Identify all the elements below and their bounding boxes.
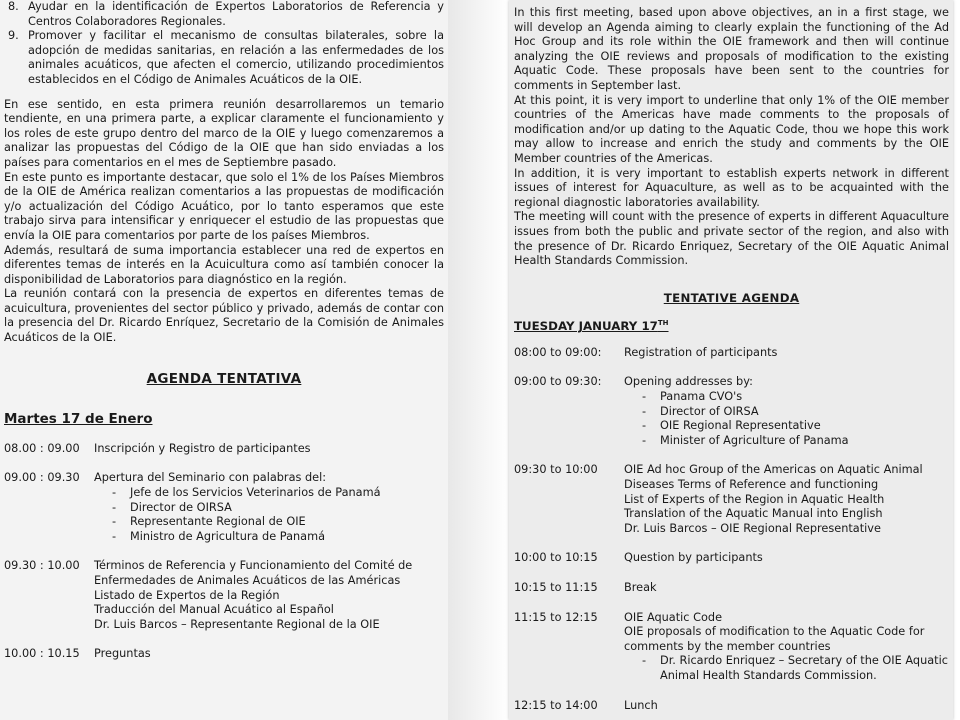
agenda-time: 09.30 : 10.00 (4, 559, 80, 573)
agenda-description (94, 471, 444, 544)
agenda-line: Registration of participants (624, 345, 778, 359)
agenda-row (514, 375, 949, 448)
english-document-page (509, 0, 953, 720)
agenda-row (514, 463, 949, 536)
bullet-dash: - (112, 529, 117, 543)
agenda-row (4, 647, 444, 662)
agenda-time: 10:15 to 11:15 (514, 581, 598, 594)
paragraph: At this point, it is very import to underline that only 1% of the OIE member countries of the Americas have made comments to the proposals of modification and/or up dating to the Aquatic Code, thou we hope this work may allow to increase and enrich the study and comments by the OIE Member countries of the Americas. (514, 93, 949, 165)
spanish-document-page (0, 0, 448, 720)
list-item-text: Ayudar en la identificación de Expertos Laboratorios de Referencia y Centros Colaboradores Regionales. (28, 0, 444, 28)
agenda-subitem-text: Jefe de los Servicios Veterinarios de Panamá (130, 486, 381, 500)
agenda-subitem-text: Panama CVO's (660, 390, 743, 404)
agenda-row (514, 581, 949, 596)
agenda-subitem-text: Director of OIRSA (660, 404, 759, 418)
agenda-heading: AGENDA TENTATIVA (146, 370, 302, 387)
agenda-subitem (624, 434, 949, 449)
agenda-day-text: TUESDAY JANUARY 17 (514, 319, 658, 334)
agenda-line: Lunch (624, 698, 658, 712)
agenda-line: OIE proposals of modification to the Aquatic Code for comments by the member countries (624, 625, 925, 653)
paragraph: In this first meeting, based upon above objectives, an in a first stage, we will develop an Agenda aiming to clearly explain the functioning of the Ad Hoc Group and its role within the OIE framework and then will continue analyzing the OIE reviews and proposals of modification to the existing Aquatic Code. These proposals have been sent to the countries for comments in September last. (514, 6, 949, 92)
paragraph: In addition, it is very important to establish experts network in different issues of interest for Aquaculture, as well as to be acquainted with the regional diagnostic laboratories availability. (514, 166, 949, 209)
agenda-row (4, 471, 444, 544)
agenda-list (514, 346, 949, 713)
agenda-subitem-text: Representante Regional de OIE (130, 515, 306, 529)
agenda-subitem (94, 501, 444, 516)
bullet-dash: - (642, 404, 647, 418)
agenda-subitem (94, 515, 444, 530)
agenda-description (624, 581, 949, 596)
agenda-line: OIE Aquatic Code (624, 610, 723, 624)
agenda-time: 11:15 to 12:15 (514, 610, 598, 624)
agenda-line: Opening addresses by: (624, 375, 753, 389)
agenda-line: Términos de Referencia y Funcionamiento del Comité de Enfermedades de Animales Acuáticos de las Américas (94, 559, 413, 587)
agenda-row (514, 551, 949, 566)
agenda-description (624, 463, 949, 536)
agenda-time: 08:00 to 09:00: (514, 345, 602, 359)
agenda-subitem (624, 654, 949, 683)
bullet-dash: - (642, 433, 647, 447)
agenda-subitem (94, 486, 444, 501)
paragraph: Además, resultará de suma importancia establecer una red de expertos en diferentes temas de interés en la Acuicultura como así también conocer la disponibilidad de Laboratorios para diagnóstico en la región. (4, 243, 444, 286)
agenda-day: Martes 17 de Enero (4, 411, 153, 428)
bullet-dash: - (642, 390, 647, 404)
agenda-description (624, 699, 949, 714)
agenda-line: Question by participants (624, 551, 763, 565)
paragraph: En este punto es importante destacar, que solo el 1% de los Países Miembros de la OIE de América realizan comentarios a las propuestas de modificación y/o actualización del Código Acuático, por lo tanto esperamos que este trabajo sirva para intensificar y enriquecer el estudio de las propuestas que envía la OIE para comentarios por parte de los países Miembros. (4, 170, 444, 242)
agenda-line: Break (624, 581, 657, 594)
bullet-dash: - (112, 500, 117, 514)
agenda-row (514, 346, 949, 361)
agenda-subitem-text: OIE Regional Representative (660, 419, 821, 433)
objectives-list (4, 0, 444, 88)
agenda-line: Inscripción y Registro de participantes (94, 441, 311, 455)
bullet-dash: - (112, 515, 117, 529)
paragraph: The meeting will count with the presence of experts in different Aquaculture issues from both the public and private sector of the region, and also with the presence of Dr. Ricardo Enriquez, Secretary of the OIE Aquatic Animal Health Standards Commission. (514, 210, 949, 268)
agenda-subitem-text: Dr. Ricardo Enriquez – Secretary of the OIE Aquatic Animal Health Standards Commission. (660, 654, 948, 682)
list-item-text: Promover y facilitar el mecanismo de consultas bilaterales, sobre la adopción de medidas sanitarias, en relación a las enfermedades de los animales acuáticos, que afecten el comercio, utilizando procedimientos establecidos en el Código de Animales Acuáticos de la OIE. (28, 29, 444, 86)
agenda-line: Apertura del Seminario con palabras del: (94, 471, 327, 485)
agenda-row (514, 611, 949, 684)
agenda-line: Traducción del Manual Acuático al Español (94, 603, 334, 617)
bullet-dash: - (642, 654, 647, 668)
agenda-time: 09:00 to 09:30: (514, 375, 602, 389)
agenda-subitem-text: Minister of Agriculture of Panama (660, 433, 849, 447)
list-item (4, 29, 444, 87)
list-item-number: 8. (8, 0, 19, 13)
agenda-description (624, 551, 949, 566)
agenda-time: 12:15 to 14:00 (514, 698, 598, 712)
agenda-description (624, 611, 949, 684)
agenda-time: 09.00 : 09.30 (4, 471, 80, 485)
agenda-line: Preguntas (94, 647, 151, 661)
bullet-dash: - (642, 419, 647, 433)
paragraph: En ese sentido, en esta primera reunión desarrollaremos un temario tendiente, en una primera parte, a explicar claramente el funcionamiento y los roles de este grupo dentro del marco de la OIE y luego comenzaremos a analizar las propuestas del Código de la OIE que han sido enviadas a los países para comentarios en el mes de Septiembre pasado. (4, 97, 444, 169)
bullet-dash: - (112, 486, 117, 500)
agenda-list (4, 442, 444, 662)
agenda-row (514, 699, 949, 714)
agenda-subitem (624, 405, 949, 420)
agenda-heading: TENTATIVE AGENDA (663, 290, 800, 305)
agenda-time: 09:30 to 10:00 (514, 463, 598, 477)
agenda-description (624, 346, 949, 361)
agenda-subitem (624, 390, 949, 405)
agenda-line: Translation of the Aquatic Manual into English (624, 507, 883, 521)
agenda-time: 10:00 to 10:15 (514, 551, 598, 565)
agenda-line: Dr. Luis Barcos – Representante Regional de la OIE (94, 617, 380, 631)
list-item-number: 9. (8, 29, 19, 43)
agenda-subitem (94, 530, 444, 545)
agenda-line: OIE Ad hoc Group of the Americas on Aquatic Animal Diseases Terms of Reference and functioning (624, 463, 923, 492)
paragraph: La reunión contará con la presencia de expertos en diferentes temas de acuicultura, provenientes del sector público y privado, además de contar con la presencia del Dr. Ricardo Enríquez, Secretario de la Comisión de Animales Acuáticos de la OIE. (4, 287, 444, 345)
agenda-subitem (624, 419, 949, 434)
agenda-subitem-text: Ministro de Agricultura de Panamá (130, 529, 325, 543)
agenda-day-suffix: TH (657, 319, 669, 328)
agenda-day (514, 319, 949, 334)
agenda-line: Listado de Expertos de la Región (94, 588, 280, 602)
agenda-description (94, 647, 444, 662)
agenda-row (4, 559, 444, 632)
list-item (4, 0, 444, 29)
agenda-description (94, 442, 444, 457)
agenda-time: 10.00 : 10.15 (4, 647, 80, 661)
agenda-line: Dr. Luis Barcos – OIE Regional Representative (624, 521, 881, 535)
agenda-time: 08.00 : 09.00 (4, 441, 80, 455)
agenda-line: List of Experts of the Region in Aquatic Health (624, 492, 885, 506)
agenda-description (624, 375, 949, 448)
agenda-row (4, 442, 444, 457)
agenda-description (94, 559, 444, 632)
agenda-subitem-text: Director de OIRSA (130, 500, 232, 514)
